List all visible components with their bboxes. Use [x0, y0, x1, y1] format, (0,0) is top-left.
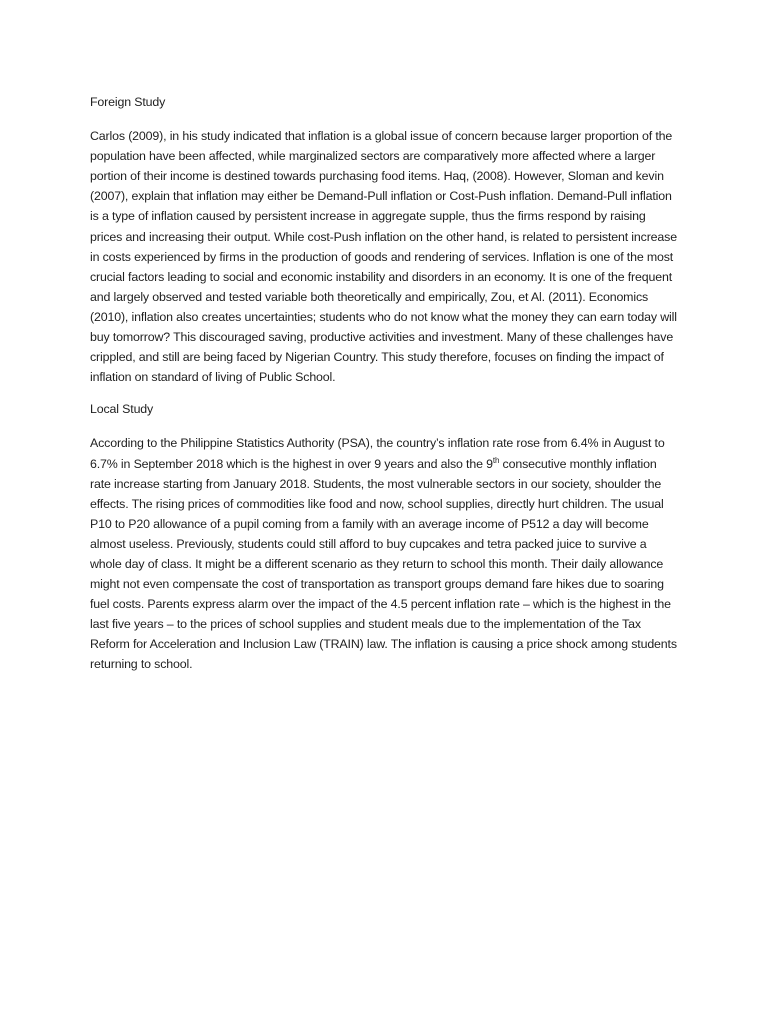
section-heading-local-study: Local Study — [90, 402, 154, 417]
ordinal-superscript: th — [492, 455, 500, 465]
document-content — [90, 92, 680, 687]
local-study-paragraph — [90, 433, 680, 674]
foreign-study-paragraph: Carlos (2009), in his study indicated that inflation is a global issue of concern because larger proportion of the population have been affected, while marginalized sectors are comparatively more affected where a larger portion of their income is destined towards purchasing food items. Haq, (2008). However, Sloman and kevin (2007), explain that inflation may either be Demand-Pull inflation or Cost-Push inflation. Demand-Pull inflation is a type of inflation caused by persistent increase in aggregate supple, thus the firms respond by raising prices and increasing their output. While cost-Push inflation on the other hand, is related to persistent increase in costs experienced by firms in the production of goods and rendering of services. Inflation is one of the most crucial factors leading to social and economic instability and disorders in an economy. It is one of the frequent and largely observed and tested variable both theoretically and empirically, Zou, et Al. (2011). Economics (2010), inflation also creates uncertainties; students who do not know what the money they can earn today will buy tomorrow? This discouraged saving, productive activities and investment. Many of these challenges have crippled, and still are being faced by Nigerian Country. This study therefore, focuses on finding the impact of inflation on standard of living of Public School. — [90, 129, 677, 385]
section-heading-foreign-study: Foreign Study — [90, 95, 166, 109]
local-study-text-part2: consecutive monthly inflation rate increase starting from January 2018. Students, the most vulnerable sectors in our society, shoulder the effects. The rising prices of commodities like food and now, school supplies, directly hurt children. The usual P10 to P20 allowance of a pupil coming from a family with an average income of P512 a day will become almost useless. Previously, students could still afford to buy cupcakes and tetra packed juice to survive a whole day of class. It might be a different scenario as they return to school this month. Their daily allowance might not even compensate the cost of transportation as transport groups demand fare hikes due to soaring fuel costs. Parents express alarm over the impact of the 4.5 percent inflation rate – which is the highest in the last five years – to the prices of school supplies and student meals due to the implementation of the Tax Reform for Acceleration and Inclusion Law (TRAIN) law. The inflation is causing a price shock among students returning to school. — [90, 456, 677, 672]
local-study-text-part1: According to the Philippine Statistics Authority (PSA), the country’s inflation rate rose from 6.4% in August to 6.7% in September 2018 which is the highest in over 9 years and also the 9 — [90, 436, 665, 471]
